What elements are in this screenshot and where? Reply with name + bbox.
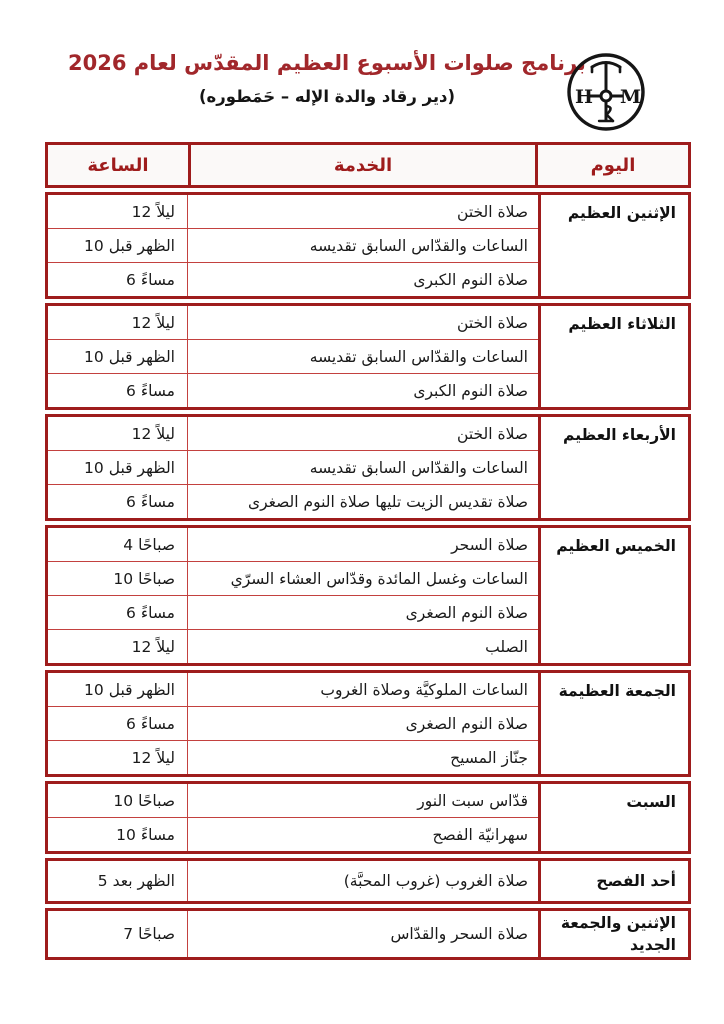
service-cell: صلاة تقديس الزيت تليها صلاة النوم الصغرى	[247, 492, 528, 511]
time-token: 4	[123, 535, 134, 554]
row-list	[48, 673, 538, 774]
time-token: مساءً	[140, 381, 175, 400]
day-group	[45, 670, 691, 777]
time-cell	[48, 596, 188, 629]
service-cell: صلاة النوم الكبرى	[413, 381, 528, 400]
time-token: الظهر	[137, 872, 175, 891]
schedule-groups	[45, 192, 691, 960]
day-group	[45, 414, 691, 521]
day-group	[45, 525, 691, 666]
service-cell: صلاة الختن	[457, 424, 528, 443]
time-cell	[48, 784, 188, 817]
time-token: قبل	[108, 680, 133, 699]
time-token: 10	[83, 347, 104, 366]
seal-letter-left: H	[575, 86, 593, 108]
time-token: ليلاً	[156, 748, 175, 767]
time-token: مساءً	[140, 825, 175, 844]
row-list	[48, 306, 538, 407]
time-cell	[48, 374, 188, 407]
time-token: 6	[125, 270, 136, 289]
table-row	[48, 740, 538, 774]
day-group	[45, 858, 691, 904]
time-token: مساءً	[140, 492, 175, 511]
time-token: 10	[83, 236, 104, 255]
time-token: 7	[123, 925, 134, 944]
day-cell: أحد الفصح	[538, 861, 688, 901]
time-token: 10	[113, 791, 134, 810]
table-row	[48, 339, 538, 373]
time-token: 6	[125, 381, 136, 400]
table-header	[45, 142, 691, 188]
day-cell: الثلاثاء العظيم	[538, 306, 688, 407]
service-cell: سهرانيّة الفصح	[432, 825, 528, 844]
day-group	[45, 192, 691, 299]
table-row	[48, 484, 538, 518]
table-row	[48, 629, 538, 663]
time-token: ليلاً	[156, 313, 175, 332]
time-cell	[48, 911, 188, 957]
service-cell: جنّاز المسيح	[450, 748, 528, 767]
time-cell	[48, 306, 188, 339]
time-cell	[48, 340, 188, 373]
service-cell: صلاة النوم الكبرى	[413, 270, 528, 289]
time-token: صباحًا	[138, 791, 175, 810]
row-list	[48, 417, 538, 518]
time-token: صباحًا	[138, 535, 175, 554]
service-cell: صلاة السحر والقدّاس	[390, 925, 528, 944]
col-header-service: الخدمة	[188, 145, 538, 185]
time-cell	[48, 263, 188, 296]
time-token: الظهر	[137, 458, 175, 477]
time-token: 12	[131, 748, 152, 767]
service-cell: صلاة السحر	[451, 535, 528, 554]
document-header	[0, 0, 724, 106]
day-cell: الجمعة العظيمة	[538, 673, 688, 774]
time-token: مساءً	[140, 603, 175, 622]
title-block	[58, 50, 596, 106]
time-token: 6	[125, 603, 136, 622]
time-token: 12	[131, 202, 152, 221]
time-token: الظهر	[137, 680, 175, 699]
time-cell	[48, 741, 188, 774]
service-cell: الساعات والقدّاس السابق تقديسه	[309, 236, 528, 255]
time-token: قبل	[108, 458, 133, 477]
service-cell: الساعات والقدّاس السابق تقديسه	[309, 458, 528, 477]
day-cell: الأربعاء العظيم	[538, 417, 688, 518]
row-list	[48, 195, 538, 296]
table-row	[48, 228, 538, 262]
time-token: صباحًا	[138, 569, 175, 588]
time-cell	[48, 417, 188, 450]
time-cell	[48, 630, 188, 663]
time-token: ليلاً	[156, 202, 175, 221]
time-token: 10	[83, 680, 104, 699]
time-token: قبل	[108, 347, 133, 366]
seal-letter-right: M	[620, 86, 642, 108]
monastery-seal-icon	[564, 50, 648, 134]
day-group	[45, 781, 691, 854]
time-cell	[48, 195, 188, 228]
service-cell: صلاة الختن	[457, 202, 528, 221]
page-subtitle: (دير رقاد والدة الإله – حَمَطوره)	[198, 87, 456, 107]
service-cell: صلاة النوم الصغرى	[405, 603, 528, 622]
table-row	[48, 195, 538, 228]
table-row	[48, 450, 538, 484]
time-token: بعد	[112, 872, 133, 891]
table-row	[48, 784, 538, 817]
table-row	[48, 561, 538, 595]
time-token: مساءً	[140, 714, 175, 733]
time-token: 10	[83, 458, 104, 477]
day-cell: الإثنين العظيم	[538, 195, 688, 296]
col-header-time: الساعة	[87, 154, 149, 176]
table-row	[48, 528, 538, 561]
time-cell	[48, 562, 188, 595]
time-token: 12	[131, 313, 152, 332]
table-row	[48, 817, 538, 851]
day-cell: السبت	[538, 784, 688, 851]
time-token: صباحًا	[138, 925, 175, 944]
day-group	[45, 908, 691, 960]
page-title: برنامج صلوات الأسبوع العظيم المقدّس لعام 2026	[68, 51, 586, 75]
time-token: ليلاً	[156, 637, 175, 656]
row-list	[48, 911, 538, 957]
col-header-day: اليوم	[590, 154, 636, 176]
time-token: 6	[125, 714, 136, 733]
time-token: مساءً	[140, 270, 175, 289]
table-row	[48, 595, 538, 629]
day-cell: الإثنين والجمعة الجديد	[538, 911, 688, 957]
time-token: 10	[113, 569, 134, 588]
service-cell: صلاة الختن	[457, 313, 528, 332]
time-token: 6	[125, 492, 136, 511]
table-row	[48, 673, 538, 706]
service-cell: الساعات والقدّاس السابق تقديسه	[309, 347, 528, 366]
service-cell: الساعات الملوكيَّة وصلاة الغروب	[320, 680, 528, 699]
time-token: الظهر	[137, 347, 175, 366]
table-row	[48, 706, 538, 740]
table-row	[48, 306, 538, 339]
service-cell: قدّاس سبت النور	[417, 791, 528, 810]
table-row	[48, 262, 538, 296]
time-token: 12	[131, 637, 152, 656]
time-token: ليلاً	[156, 424, 175, 443]
table-row	[48, 417, 538, 450]
time-token: 10	[116, 825, 136, 844]
time-token: قبل	[108, 236, 133, 255]
schedule-table	[45, 142, 691, 960]
table-row	[48, 911, 538, 957]
time-cell	[48, 673, 188, 706]
table-row	[48, 861, 538, 901]
time-cell	[48, 528, 188, 561]
table-row	[48, 373, 538, 407]
service-cell: الصلب	[485, 637, 528, 656]
row-list	[48, 784, 538, 851]
time-cell	[48, 707, 188, 740]
service-cell: الساعات وغسل المائدة وقدّاس العشاء السرّي	[230, 569, 528, 588]
day-cell: الخميس العظيم	[538, 528, 688, 663]
time-token: 5	[97, 872, 108, 891]
service-cell: صلاة النوم الصغرى	[405, 714, 528, 733]
time-cell	[48, 485, 188, 518]
time-cell	[48, 861, 188, 901]
row-list	[48, 528, 538, 663]
time-cell	[48, 818, 188, 851]
row-list	[48, 861, 538, 901]
time-cell	[48, 229, 188, 262]
time-token: الظهر	[137, 236, 175, 255]
service-cell: صلاة الغروب (غروب المحبَّة)	[343, 872, 528, 891]
time-token: 12	[131, 424, 152, 443]
day-group	[45, 303, 691, 410]
time-cell	[48, 451, 188, 484]
